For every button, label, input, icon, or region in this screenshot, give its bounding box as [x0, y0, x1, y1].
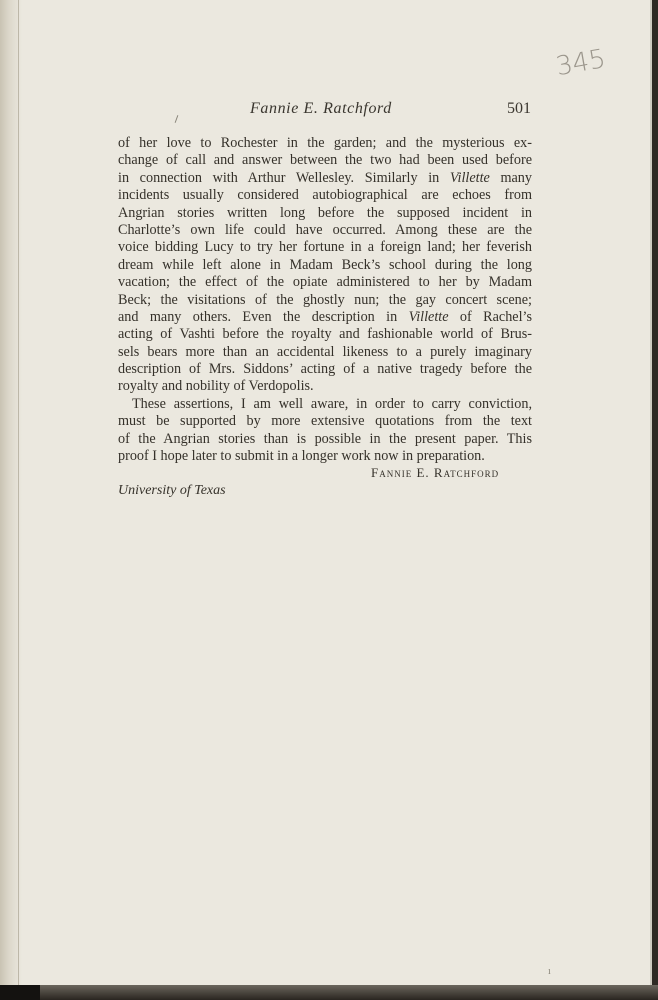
scan-corner-shadow — [0, 985, 40, 1000]
paragraph-2 — [118, 396, 532, 466]
text-line: incidents usually considered autobiographical are echoes from — [118, 187, 532, 204]
article-body — [118, 135, 532, 465]
corner-mark: ı — [548, 966, 551, 977]
text-line: vacation; the effect of the opiate administered to her by Madam — [118, 274, 532, 291]
page-number: 501 — [507, 100, 531, 117]
text-line: of the Angrian stories than is possible in the present paper. This — [118, 430, 532, 447]
pencil-tick-mark — [175, 115, 179, 123]
text-line: These assertions, I am well aware, in order to carry conviction, — [132, 395, 532, 412]
author-signature: Fannie E. Ratchford — [371, 465, 500, 480]
text-line: royalty and nobility of Verdopolis. — [118, 378, 314, 395]
text-line: sels bears more than an accidental likeness to a purely imaginary — [118, 343, 532, 360]
handwritten-folio-number: 345 — [553, 43, 608, 83]
paragraph-1 — [118, 135, 532, 396]
text-line: in connection with Arthur Wellesley. Similarly in Villette many — [118, 169, 532, 186]
text-line: Charlotte’s own life could have occurred. Among these are the — [118, 221, 532, 238]
text-line: dream while left alone in Madam Beck’s school during the long — [118, 256, 532, 273]
author-affiliation: University of Texas — [118, 483, 226, 498]
text-line: acting of Vashti before the royalty and fashionable world of Brus- — [118, 326, 532, 343]
book-title-villette: Villette — [449, 169, 490, 186]
text-line: Angrian stories written long before the supposed incident in — [118, 204, 532, 221]
text-line: must be supported by more extensive quotations from the text — [118, 413, 532, 430]
book-title-villette: Villette — [408, 308, 449, 325]
text-line: proof I hope later to submit in a longer work now in preparation. — [118, 448, 485, 465]
text-line: Beck; the visitations of the ghostly nun; the gay concert scene; — [118, 291, 532, 308]
text-line: voice bidding Lucy to try her fortune in a foreign land; her feverish — [118, 239, 532, 256]
binding-gutter-line — [18, 0, 19, 994]
text-line: of her love to Rochester in the garden; and the mysterious ex- — [118, 135, 532, 151]
text-line: and many others. Even the description in Villette of Rachel’s — [118, 308, 532, 325]
text-line: description of Mrs. Siddons’ acting of a native tragedy before the — [118, 361, 532, 378]
scan-bottom-edge — [0, 985, 658, 1000]
text-line: change of call and answer between the two had been used before — [118, 152, 532, 169]
running-header-author: Fannie E. Ratchford — [250, 100, 392, 117]
